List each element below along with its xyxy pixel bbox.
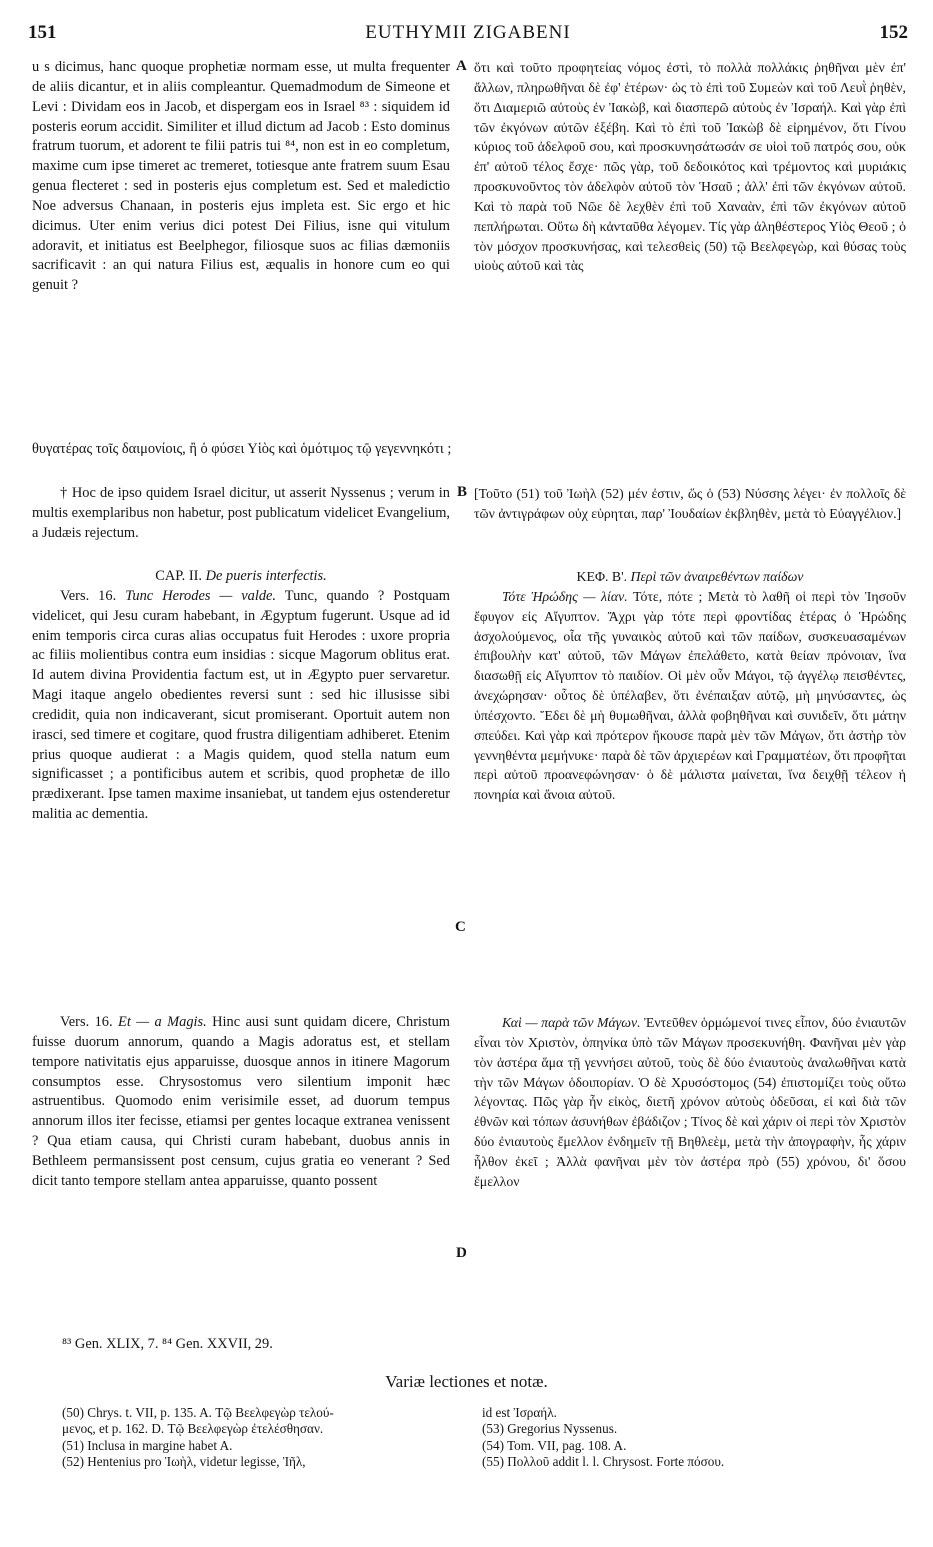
chapter-title: Περὶ τῶν ἀναιρεθέντων παίδων — [630, 569, 804, 584]
notes-left-column — [62, 1405, 472, 1471]
latin-column-section-1 — [32, 58, 450, 296]
page-number-right: 152 — [879, 22, 908, 43]
latin-column-section-3 — [32, 567, 450, 825]
verse-reference: Vers. 16. — [60, 587, 117, 604]
latin-text: Tunc, quando ? Postquam videlicet, qui Jesu curam habebant, in Ægyptum fugerunt. Usque ad id enim temporis circa curas alias occupatus fuit Herodes : uxore propria ac filiis molientibus contra eum insidias : sicque Magorum oblitus erat. Id autem divina Providentia factum est, ut in Ægypto puer servaretur. Magi itaque angelo obedientes reversi sunt : sed hic illusisse sibi credidit, quia non indicaverant, sicut promiserant. Oportuit autem non irasci, sed timere et cogitare, quod frustra diligentiam adhiberet. Etenim prius quoque audierat : a Magis quidem, quod stella natum eum significasset ; a pontificibus autem et scribis, quod prophetæ de illo prædixerant. Ipse tamen maxime insaniebat, ut tandem ejus ostenderetur malitia ac dementia. — [32, 587, 450, 823]
latin-column-section-2 — [32, 484, 450, 544]
margin-letter-d: D — [456, 1245, 467, 1261]
note-line: (53) Gregorius Nyssenus. — [482, 1421, 618, 1437]
latin-paragraph: u s dicimus, hanc quoque prophetiæ normam esse, ut multa frequenter de aliis dicantur, et in aliis compleantur. Quemadmodum de Simeone et Levi : Dividam eos in Jacob, et dispergam eos in Israel ⁸³ : siquidem id posteris eorum accidit. Similiter et illud dictum ad Jacob : Esto dominus fratrum tuorum, et adorent te filii patris tui ⁸⁴, non est in eo completum, maxime cum ipse timeret ac tremeret, totiesque ante fratrem suum Esau genua flecteret : sed in posteris ejus completum est. Sed et maledictio Noe adversus Chanaan, in posteris ejus impleta est. Sic ergo et hic dicimus. Uter enim verius dici potest Dei Filius, isne qui vitulum adoravit, et initiatus est Beelphegor, filiosque suos ac filias dæmoniis sacrificavit : an qui natura Filius est, æqualis in honore cum eo qui genuit ? — [32, 59, 450, 294]
verse-lemma: Καὶ — παρὰ τῶν Μάγων. — [502, 1015, 641, 1030]
margin-letter-a: A — [456, 58, 467, 74]
chapter-heading-latin — [32, 567, 450, 587]
margin-letter-c: C — [455, 919, 466, 935]
note-line: (50) Chrys. t. VII, p. 135. A. Τῷ Βεελφεγὼρ τελού- — [62, 1405, 334, 1420]
greek-column-section-4 — [474, 1013, 906, 1192]
latin-column-section-4 — [32, 1013, 450, 1192]
greek-paragraph — [474, 587, 906, 805]
note-line: (51) Inclusa in margine habet A. — [62, 1437, 233, 1453]
greek-paragraph: [Τοῦτο (51) τοῦ Ἰωὴλ (52) μέν ἐστιν, ὥς ὁ (53) Νύσσης λέγει· ἐν πολλοῖς δὲ τῶν ἀντιγράφων οὐχ εὑρηται, παρ' Ἰουδαίων ἐκβληθὲν, μετὰ τὸ Εὐαγγέλιον.] — [474, 486, 906, 521]
running-header — [28, 22, 908, 48]
chapter-number: ΚΕΦ. Β'. — [576, 569, 628, 584]
greek-column-section-2 — [474, 484, 906, 524]
latin-paragraph — [32, 587, 450, 825]
footnotes: ⁸³ Gen. XLIX, 7. ⁸⁴ Gen. XXVII, 29. — [62, 1336, 273, 1352]
page-number-left: 151 — [28, 22, 57, 43]
greek-text: Τότε, πότε ; Μετὰ τὸ λαθῆ οἱ περὶ τὸν Ἰησοῦν ἔφυγον εἰς Αἴγυπτον. Ἄχρι γὰρ τότε περὶ φροντίδας ἑτέρας ὁ Ἡρώδης ἀσχολούμενος, οἷα τῆς γυναικὸς αὐτοῦ καὶ τῶν παίδων, συσκευασαμένων ἐπιβουλὴν κατ' αὐτοῦ, τῶν Μάγων ἐπελάθετο, κατὰ θείαν πρόνοιαν, ἵνα διασωθῇ εἰς Αἴγυπτον τὸ παιδίον. Οἱ μὲν οὖν Μάγοι, τῷ ἀγγέλῳ πεισθέντες, ἀνεχώρησαν· οὗτος δὲ ὑπέλαβεν, ὅτι ἐνέπαιξαν αὐτῷ, μὴ μηνύσαντες, ὡς ὑπέσχοντο. Ἔδει δὲ μὴ θυμωθῆναι, ἀλλὰ φοβηθῆναι καὶ συνιδεῖν, ὅτι μάτην σπεύδει. Καὶ γὰρ καὶ πρότερον ἤκουσε παρὰ μὲν τῶν Μάγων, ὅτι ἀστὴρ τὸν γεννηθέντα μεμήνυκε· παρὰ δὲ τῶν ἀρχιερέων καὶ Γραμματέων, ὅτι προφῆται περὶ αὐτοῦ προανεφώνησαν· ὁ δὲ μάλιστα μαίνεται, ἵνα δειχθῇ τέλεον ἡ πονηρία καὶ ἄνοια αὐτοῦ. — [474, 588, 906, 803]
chapter-number: CAP. II. — [155, 568, 203, 584]
running-title: EUTHYMII ZIGABENI — [365, 22, 571, 43]
chapter-heading-greek — [474, 567, 906, 587]
latin-paragraph: † Hoc de ipso quidem Israel dicitur, ut asserit Nyssenus ; verum in multis exemplaribus non habetur, post publicatum videlicet Evangelium, a Judæis rejectum. — [32, 485, 450, 541]
note-line: (55) Πολλοῦ addit l. l. Chrysost. Forte πόσου. — [482, 1454, 725, 1470]
latin-paragraph — [32, 1013, 450, 1192]
greek-paragraph: ὅτι καὶ τοῦτο προφητείας νόμος ἐστὶ, τὸ πολλὰ πολλάκις ῥηθῆναι μὲν ἐπ' ἄλλων, πληρωθῆναι δὲ ἐφ' ἑτέρων· ὡς τὸ ἐπὶ τοῦ Συμεὼν καὶ τοῦ Λευῒ ῥηθὲν, ὅτι Διαμεριῶ αὐτοὺς ἐν Ἰακὼβ, καὶ διασπερῶ αὐτοὺς ἐν Ἰσραήλ. Καὶ γὰρ ἐπὶ τῶν ἐκγόνων αὐτῶν ἐξέβη. Καὶ τὸ ἐπὶ τοῦ Ἰακὼβ δὲ εἰρημένον, ὅτι Γίνου κύριος τοῦ ἀδελφοῦ σου, καὶ προσκυνησάτωσάν σε υἱοὶ τοῦ πατρός σου, οὐκ ἐπ' αὐτοῦ τέλος ἔσχε· πῶς γὰρ, τοῦ δεδοικότος καὶ τρέμοντος καὶ μυριάκις προσκυνοῦντος τὸν ἀδελφὸν αὐτοῦ τὸν Ἡσαῦ ; ἀλλ' ἐπὶ τῶν ἐκγόνων αὐτοῦ. Καὶ τὸ παρὰ τοῦ Νῶε δὲ λεχθὲν ἐπὶ τοῦ Χαναὰν, ἐπὶ τῶν ἐκγόνων αὐτοῦ πεπλήρωται. Οὕτω δὴ κἀνταῦθα λέγομεν. Τίς γὰρ ἀληθέστερος Υἱὸς Θεοῦ ; ὁ τὸν μόσχον προσκυνήσας, καὶ τελεσθεὶς (50) τῷ Βεελφεγὼρ, καὶ θύσας τοὺς υἱοὺς αὐτοῦ καὶ τὰς — [474, 60, 906, 274]
verse-lemma: Et — a Magis. — [118, 1014, 207, 1030]
note-line: μενος, et p. 162. D. Τῷ Βεελφεγὼρ ἐτελέσθησαν. — [62, 1421, 324, 1437]
notes-right-column — [482, 1405, 902, 1471]
verse-lemma: Tunc Herodes — valde. — [125, 587, 277, 604]
greek-text: Ἐντεῦθεν ὁρμώμενοί τινες εἶπον, δύο ἐνιαυτῶν εἶναι τὸν Χριστὸν, ὁπηνίκα ὑπὸ τῶν Μάγων προσεκυνήθη. Φανῆναι μὲν γὰρ τὸν ἀστέρα ἅμα τῇ γεννήσει αὐτοῦ, τοὺς δὲ δύο ἐνιαυτοὺς ἀναλωθῆναι κατὰ τὴν τῶν Μάγων ὁδοιπορίαν. Ὁ δὲ Χρυσόστομος (54) ἐπιστομίζει τοὺς οὕτω λέγοντας. Πῶς γὰρ ἦν εἰκὸς, διετῆ χρόνον αὐτοὺς ὁδεῦσαι, εἰ καὶ διὰ τῶν ἐθνῶν καὶ τόπων ἀσυνήθων ἐβάδιζον ; Τίνος δὲ καὶ χάριν οἱ περὶ τὸν Χριστὸν δύο ἐνιαυτοὺς ἔμελλον ἐνδημεῖν τῇ Βηθλεὲμ, μετὰ τὴν ἀπογραφὴν, ἧς χάριν ἦλθον ἐκεῖ ; Ἀλλὰ φανῆναι μὲν τὸν ἀστέρα πρὸ (55) χρόνου, δι' ὅσου ἔμελλον — [474, 1015, 906, 1189]
margin-letter-b: B — [457, 484, 468, 500]
verse-lemma: Τότε Ἡρώδης — λίαν. — [502, 588, 628, 604]
note-line: id est Ἰσραήλ. — [482, 1405, 557, 1420]
variae-lectiones-title: Variæ lectiones et notæ. — [385, 1372, 548, 1391]
greek-full-width-line: θυγατέρας τοῖς δαιμονίοις, ἢ ὁ φύσει Υἱὸς καὶ ὁμότιμος τῷ γεγεννηκότι ; — [32, 441, 452, 457]
note-line: (54) Tom. VII, pag. 108. A. — [482, 1437, 627, 1453]
greek-column-section-3 — [474, 567, 906, 805]
latin-text: Hinc ausi sunt quidam dicere, Christum fuisse duorum annorum, quando a Magis adoratus est, et stellam tempore nativitatis ejus apparuisse, duosque annos in itinere Magorum consumptos esse. Chrysostomus vero silentium imponit hæc astruentibus. Quomodo enim verisimile esset, ad duorum tempus annorum illos iter fecisse, etiamsi per gentes locaque extranea venissent ? Qua etiam causa, qui Christi curam habebant, duobus annis in Bethleem permansissent post censum, cujus gratia eo venerant ? Sed dicit tanto tempore stellam antea apparuisse, quanto possent — [32, 1014, 450, 1189]
verse-reference: Vers. 16. — [60, 1014, 113, 1030]
greek-column-section-1 — [474, 58, 906, 276]
chapter-title: De pueris interfectis. — [205, 568, 327, 584]
greek-paragraph — [474, 1013, 906, 1192]
note-line: (52) Hentenius pro Ἰωὴλ, videtur legisse, Ἰῆλ, — [62, 1454, 306, 1470]
